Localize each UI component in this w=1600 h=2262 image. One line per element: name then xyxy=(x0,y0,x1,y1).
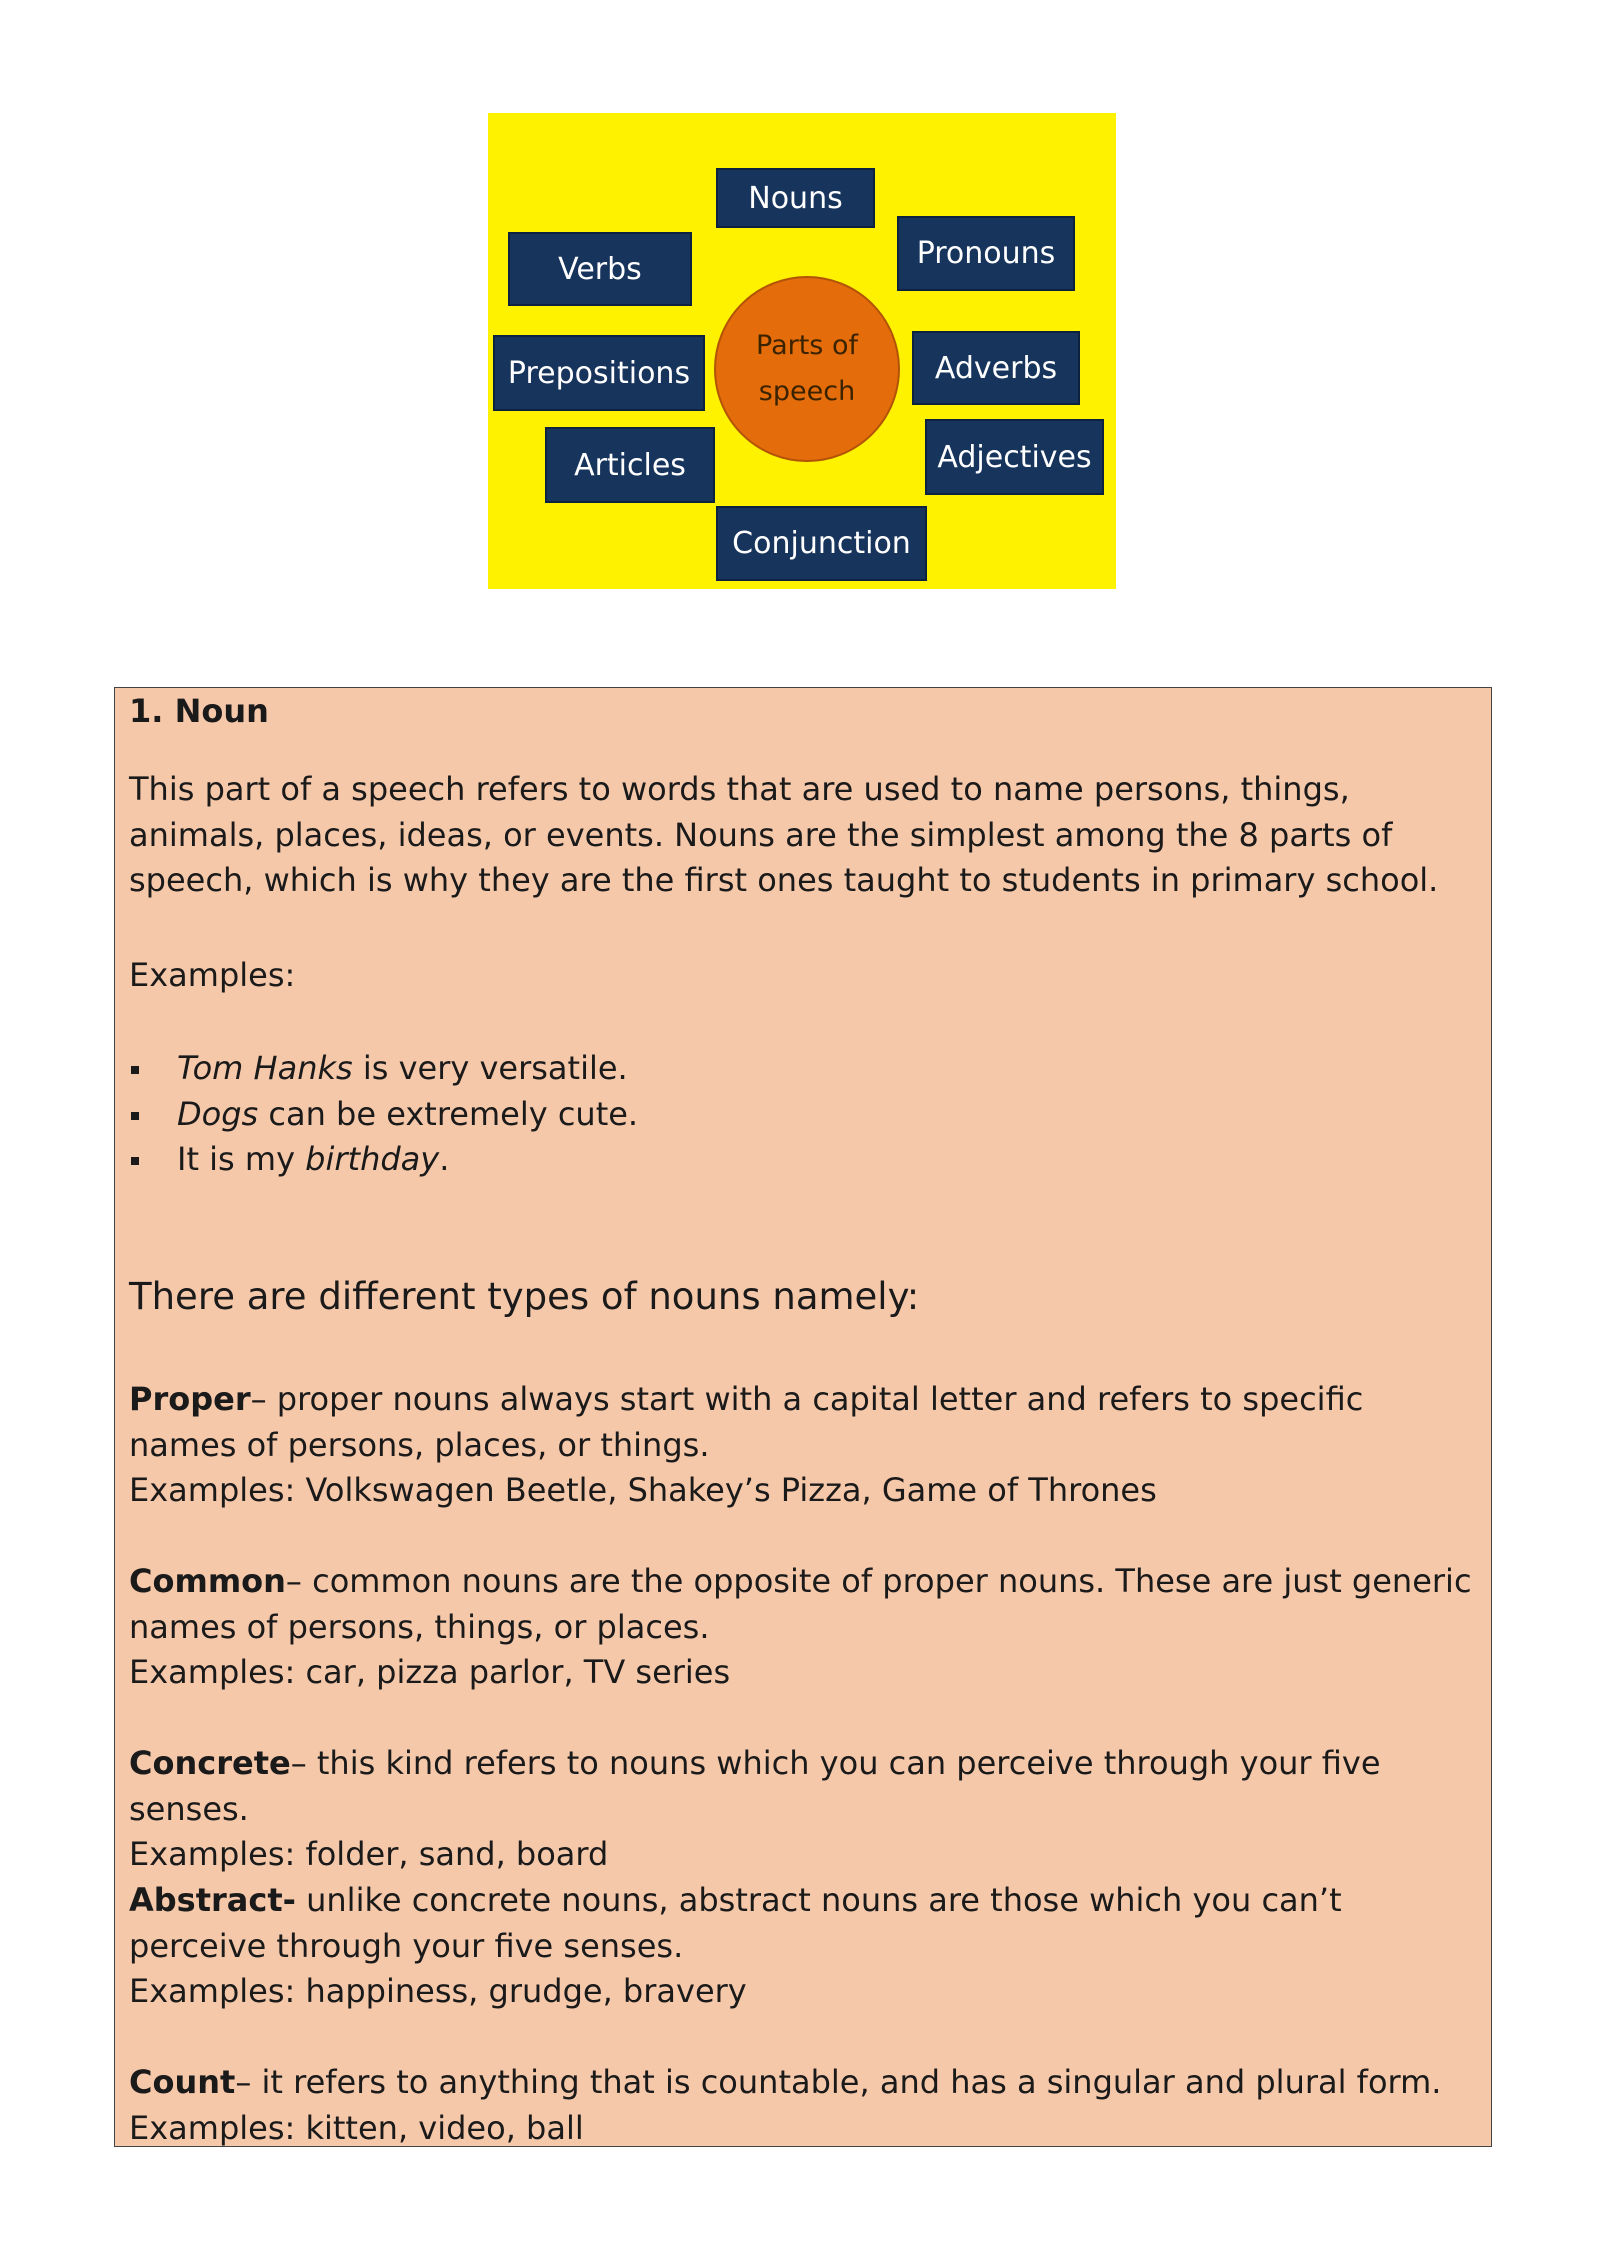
examples-list xyxy=(129,1046,1477,1183)
type-abstract xyxy=(129,1878,1477,2015)
example-italic: Tom Hanks xyxy=(177,1049,353,1087)
example-prefix: It is my xyxy=(177,1140,306,1178)
center-label-line2: speech xyxy=(758,376,856,407)
center-circle xyxy=(714,276,900,462)
type-description: – this kind refers to nouns which you can perceive through your five senses. xyxy=(129,1744,1381,1828)
type-description: – it refers to anything that is countable, and has a singular and plural form. xyxy=(235,2063,1442,2101)
examples-label: Examples: xyxy=(129,956,296,994)
verbs-box: Verbs xyxy=(508,232,692,306)
type-count xyxy=(129,2060,1477,2147)
types-heading: There are different types of nouns namely: xyxy=(129,1275,920,1318)
articles-box: Articles xyxy=(545,427,715,503)
nouns-box: Nouns xyxy=(716,168,875,228)
type-term: Common xyxy=(129,1562,286,1600)
type-term: Concrete xyxy=(129,1744,291,1782)
example-text: can be extremely cute. xyxy=(258,1094,639,1133)
example-text: is very versatile. xyxy=(352,1049,628,1087)
type-concrete xyxy=(129,1741,1477,1878)
intro-paragraph: This part of a speech refers to words that are used to name persons, things, animals, places, ideas, or events. Nouns are the simplest among the 8 parts of speech, which is why they are the first ones taught to students in primary school. xyxy=(129,770,1439,899)
noun-info-box xyxy=(114,687,1492,2147)
type-examples: Examples: Volkswagen Beetle, Shakey’s Pizza, Game of Thrones xyxy=(129,1471,1157,1509)
type-term: Proper xyxy=(129,1380,251,1418)
type-examples: Examples: folder, sand, board xyxy=(129,1835,609,1873)
example-italic: birthday xyxy=(305,1140,440,1178)
prepositions-box: Prepositions xyxy=(493,335,705,411)
type-examples: Examples: car, pizza parlor, TV series xyxy=(129,1653,731,1691)
type-proper xyxy=(129,1377,1477,1514)
type-examples: Examples: kitten, video, ball xyxy=(129,2108,584,2147)
list-item xyxy=(129,1137,1477,1183)
pronouns-box: Pronouns xyxy=(897,216,1075,291)
type-description: – common nouns are the opposite of proper nouns. These are just generic names of persons, things, or places. xyxy=(129,1562,1472,1646)
section-heading: 1. Noun xyxy=(129,692,269,730)
parts-of-speech-diagram xyxy=(488,113,1116,589)
center-label-line1: Parts of xyxy=(756,330,858,361)
type-examples: Examples: happiness, grudge, bravery xyxy=(129,1972,747,2010)
type-description: unlike concrete nouns, abstract nouns are those which you can’t perceive through your five senses. xyxy=(129,1881,1342,1965)
example-italic: Dogs xyxy=(177,1094,259,1133)
adjectives-box: Adjectives xyxy=(925,419,1104,495)
type-term: Abstract- xyxy=(129,1881,296,1919)
example-text: . xyxy=(439,1140,450,1178)
adverbs-box: Adverbs xyxy=(912,331,1080,405)
conjunction-box: Conjunction xyxy=(716,506,927,581)
list-item xyxy=(129,1046,1477,1092)
list-item xyxy=(129,1092,1477,1138)
type-common xyxy=(129,1559,1477,1696)
type-description: – proper nouns always start with a capital letter and refers to specific names of persons, places, or things. xyxy=(129,1380,1364,1464)
type-term: Count xyxy=(129,2063,236,2101)
